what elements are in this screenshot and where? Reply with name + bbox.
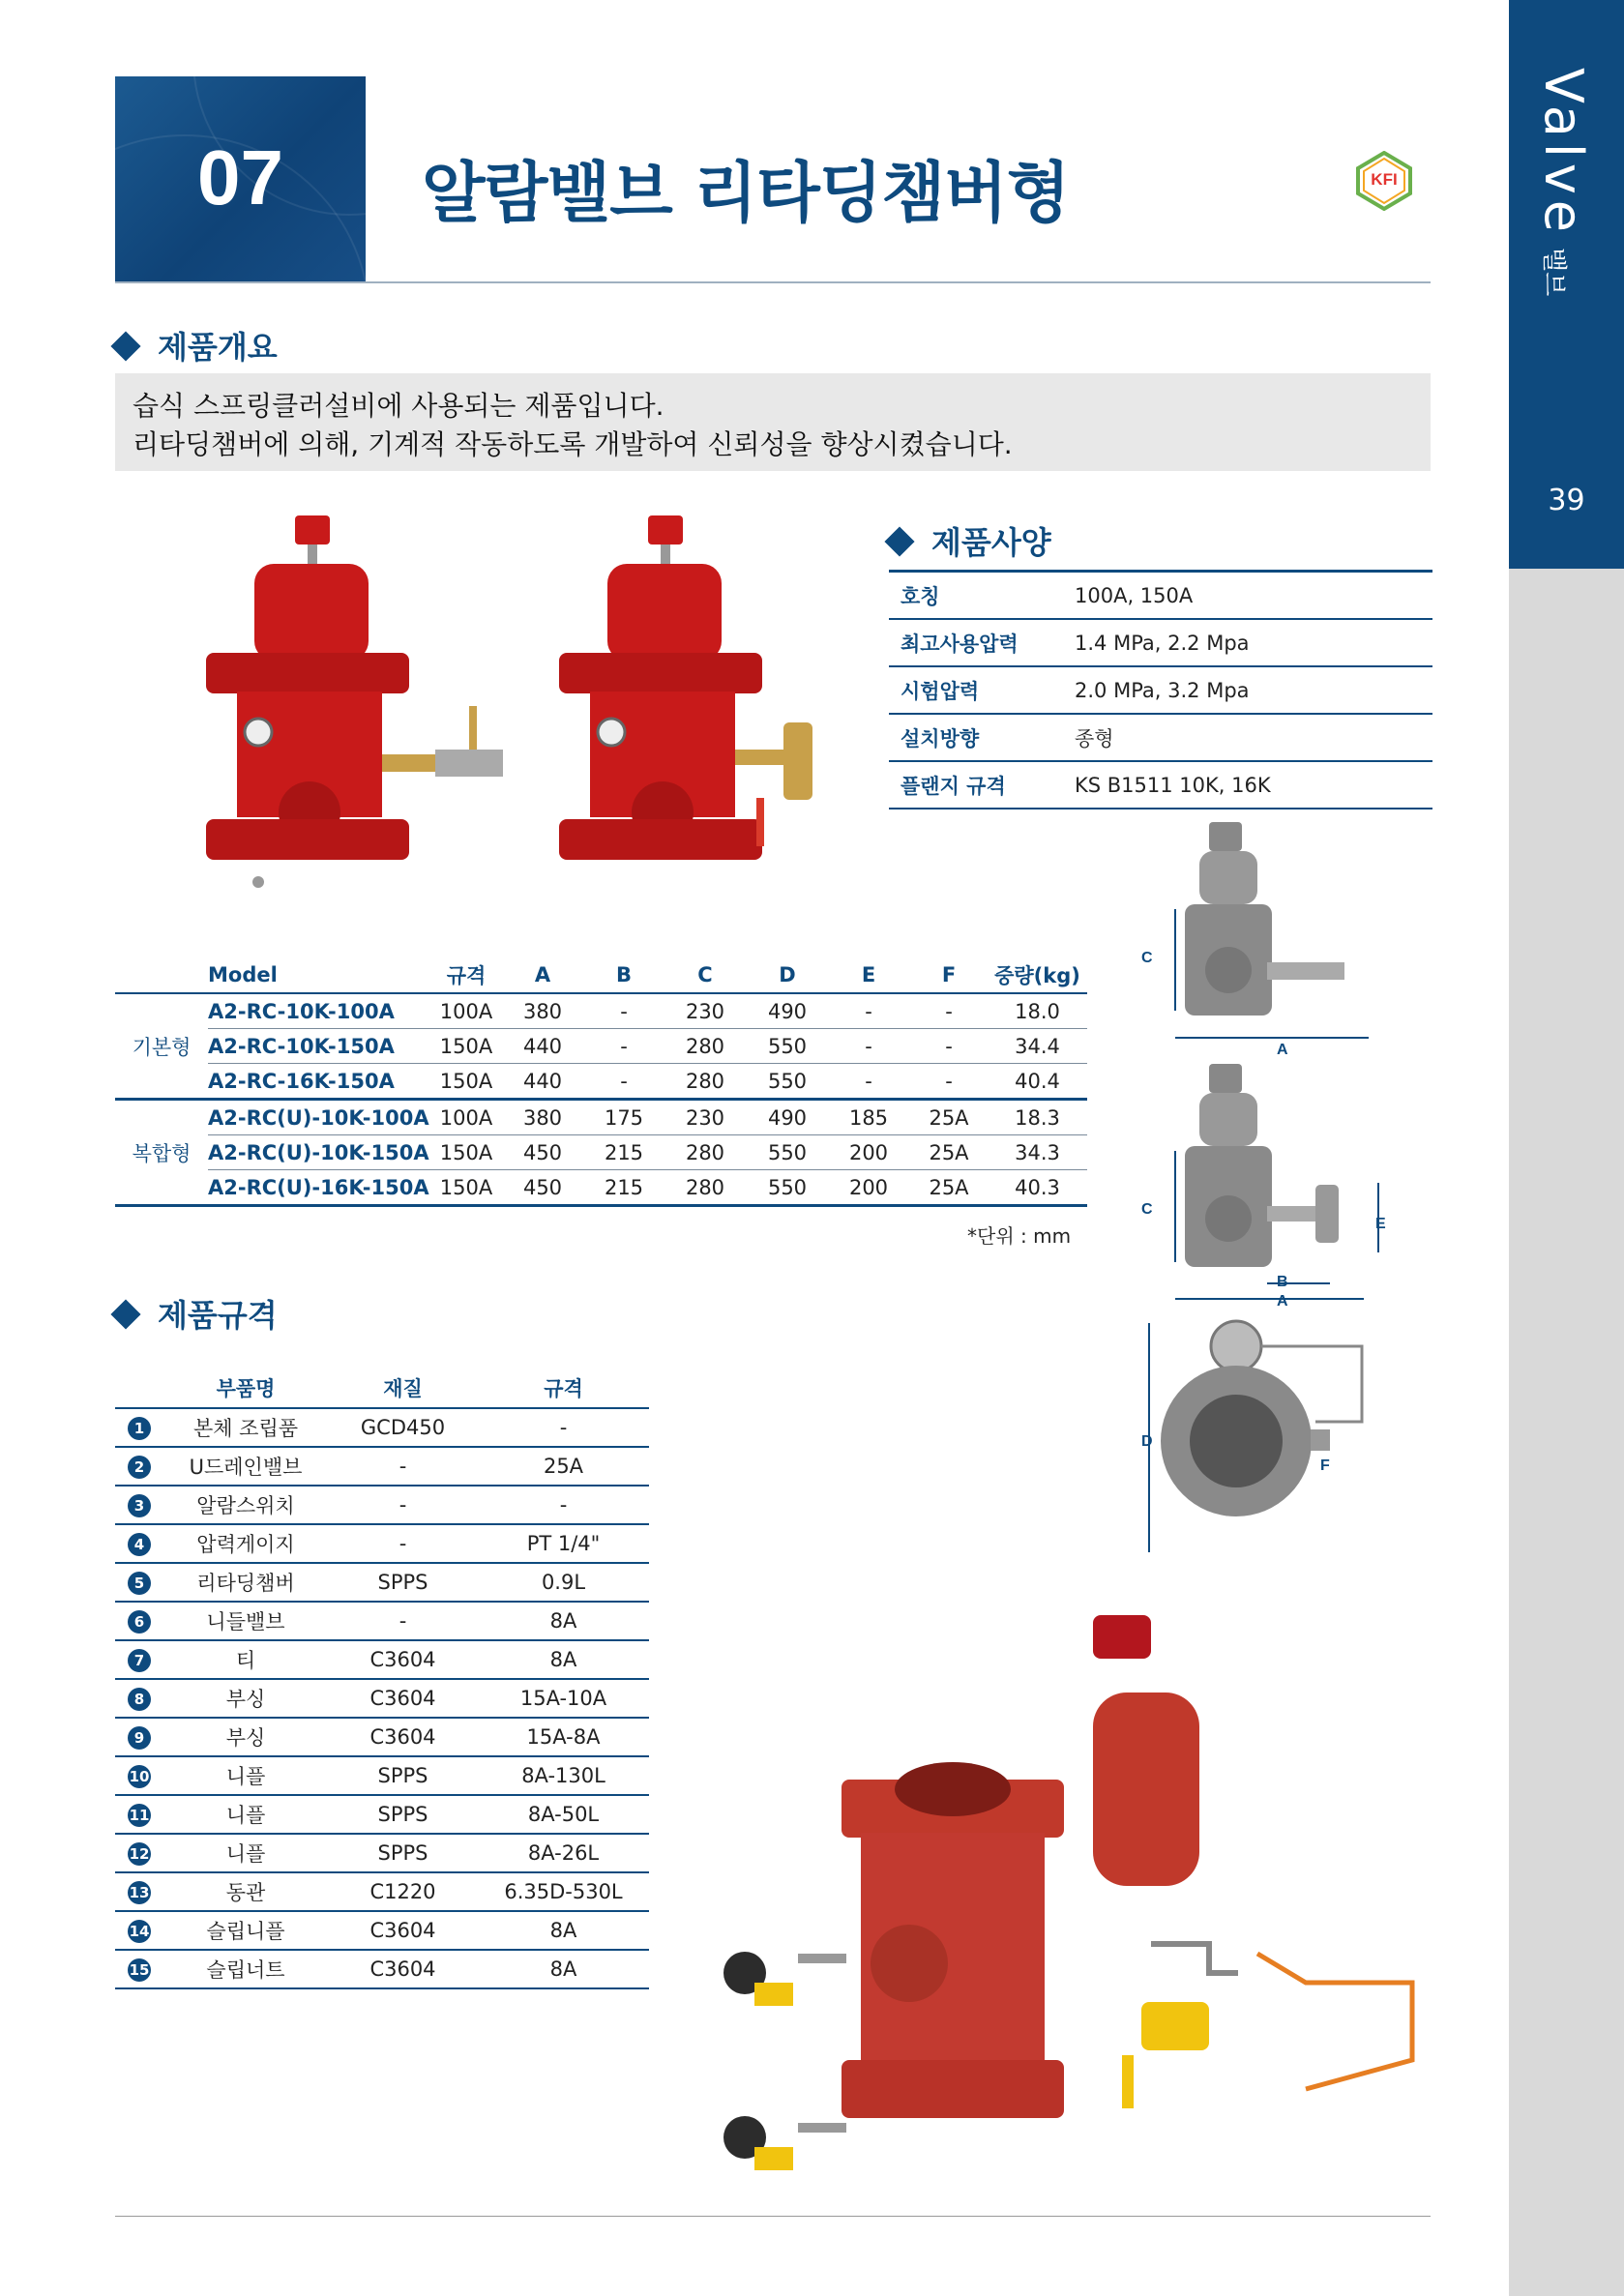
- unit-note: *단위 : mm: [967, 1224, 1072, 1248]
- parts-heading: 제품규격: [115, 1291, 278, 1336]
- table-row: 12 니플 SPPS 8A-26L: [115, 1834, 649, 1872]
- page-number: 39: [1548, 484, 1585, 517]
- table-row: 14 슬립니플 C3604 8A: [115, 1911, 649, 1950]
- dim-label-c: C: [1141, 1201, 1153, 1218]
- kfi-logo-text: KFI: [1371, 170, 1398, 189]
- part-number-badge: 14: [128, 1920, 151, 1943]
- table-row: 4 압력게이지 - PT 1/4": [115, 1524, 649, 1563]
- group-label-combo: 복합형: [115, 1100, 208, 1206]
- part-number-badge: 13: [128, 1881, 151, 1904]
- table-row: 6 니들밸브 - 8A: [115, 1602, 649, 1640]
- side-category-ko: 밸브: [1539, 248, 1568, 297]
- model-table: [115, 957, 1087, 1207]
- part-number-badge: 3: [128, 1494, 151, 1517]
- part-number-badge: 8: [128, 1688, 151, 1711]
- dimension-drawing-combo: [1132, 1059, 1393, 1310]
- valve-photo-combo: [551, 508, 851, 890]
- dim-label-d: D: [1141, 1433, 1153, 1450]
- dim-label-c: C: [1141, 950, 1153, 966]
- diamond-bullet-icon: [884, 526, 914, 556]
- spec-row: 설치방향 종형: [889, 714, 1432, 761]
- part-number-badge: 5: [128, 1572, 151, 1595]
- diamond-bullet-icon: [110, 1299, 140, 1329]
- dim-label-a: A: [1277, 1293, 1288, 1310]
- table-row: 2 U드레인밸브 - 25A: [115, 1447, 649, 1486]
- table-row: 5 리타딩챔버 SPPS 0.9L: [115, 1563, 649, 1602]
- overview-panel: [115, 373, 1431, 471]
- spec-table: [889, 570, 1432, 809]
- table-row: A2-RC(U)-10K-150A 150A 450 215 280 550 200 25A 34.3: [115, 1135, 1087, 1170]
- side-category-en: Valve: [1533, 68, 1594, 239]
- parts-table: [115, 1369, 649, 1989]
- part-number-badge: 7: [128, 1649, 151, 1672]
- dim-label-f: F: [1320, 1457, 1330, 1474]
- table-row: 15 슬립너트 C3604 8A: [115, 1950, 649, 1988]
- spec-row: 최고사용압력 1.4 MPa, 2.2 Mpa: [889, 619, 1432, 666]
- valve-photo-basic: [198, 508, 508, 890]
- part-number-badge: 1: [128, 1417, 151, 1440]
- part-number-badge: 10: [128, 1765, 151, 1788]
- chapter-number: 07: [197, 134, 283, 221]
- diamond-bullet-icon: [110, 331, 140, 361]
- part-number-badge: 4: [128, 1533, 151, 1556]
- table-row: 3 알람스위치 - -: [115, 1486, 649, 1524]
- spec-heading: 제품사양: [889, 518, 1051, 563]
- part-number-badge: 2: [128, 1456, 151, 1479]
- exploded-parts-diagram: [667, 1586, 1441, 2205]
- model-table-header: Model 규격 A B C D E F 중량(kg): [115, 957, 1087, 993]
- spec-row: 호칭 100A, 150A: [889, 572, 1432, 620]
- table-row: A2-RC(U)-16K-150A 150A 450 215 280 550 200 25A 40.3: [115, 1170, 1087, 1206]
- overview-heading: 제품개요: [115, 323, 278, 368]
- overview-line-1: 습식 스프링클러설비에 사용되는 제품입니다.: [133, 390, 664, 422]
- table-row: 8 부싱 C3604 15A-10A: [115, 1679, 649, 1718]
- overview-line-2: 리타딩챔버에 의해, 기계적 작동하도록 개발하여 신뢰성을 향상시켰습니다.: [133, 428, 1013, 460]
- dim-label-b: B: [1277, 1274, 1288, 1290]
- spec-row: 플랜지 규격 KS B1511 10K, 16K: [889, 761, 1432, 809]
- side-gray-strip: [1509, 569, 1624, 2296]
- part-number-badge: 12: [128, 1842, 151, 1866]
- side-category: [1509, 58, 1624, 297]
- part-number-badge: 9: [128, 1726, 151, 1750]
- table-row: 기본형 A2-RC-10K-100A 100A 380 - 230 490 - - 18.0: [115, 993, 1087, 1029]
- dimension-drawing-top: [1132, 1315, 1383, 1557]
- part-number-badge: 6: [128, 1610, 151, 1634]
- footer-rule: [115, 2216, 1431, 2217]
- parts-table-header: 부품명 재질 규격: [115, 1369, 649, 1408]
- table-row: 11 니플 SPPS 8A-50L: [115, 1795, 649, 1834]
- table-row: A2-RC-10K-150A 150A 440 - 280 550 - - 34.4: [115, 1029, 1087, 1064]
- page-title: 알람밸브 리타딩챔버형: [422, 156, 1070, 232]
- part-number-badge: 15: [128, 1958, 151, 1982]
- spec-row: 시험압력 2.0 MPa, 3.2 Mpa: [889, 666, 1432, 714]
- table-row: 1 본체 조립품 GCD450 -: [115, 1408, 649, 1447]
- part-number-badge: 11: [128, 1804, 151, 1827]
- dim-label-e: E: [1375, 1216, 1386, 1232]
- table-row: 복합형 A2-RC(U)-10K-100A 100A 380 175 230 490 185 25A 18.3: [115, 1100, 1087, 1135]
- dimension-drawing-basic: [1132, 817, 1383, 1054]
- group-label-basic: 기본형: [115, 993, 208, 1100]
- table-row: 13 동관 C1220 6.35D-530L: [115, 1872, 649, 1911]
- table-row: 7 티 C3604 8A: [115, 1640, 649, 1679]
- table-row: 10 니플 SPPS 8A-130L: [115, 1756, 649, 1795]
- table-row: A2-RC-16K-150A 150A 440 - 280 550 - - 40.4: [115, 1064, 1087, 1100]
- header-rule: [115, 281, 1431, 283]
- dim-label-a: A: [1277, 1042, 1288, 1054]
- table-row: 9 부싱 C3604 15A-8A: [115, 1718, 649, 1756]
